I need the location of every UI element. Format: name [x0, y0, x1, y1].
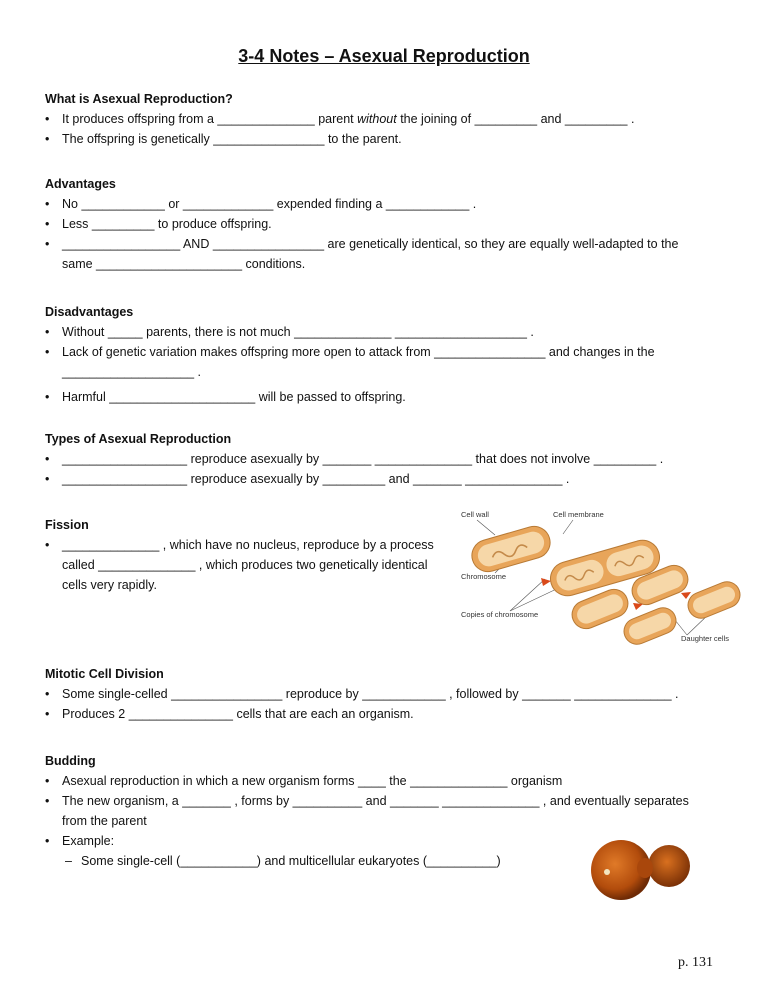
section-heading: Budding — [45, 754, 96, 768]
bullet-text: It produces offspring from a ______________ parent — [62, 112, 358, 126]
label-chromosome: Chromosome — [461, 572, 507, 581]
bullet: • Produces 2 _______________ cells that are each an organism. — [45, 704, 725, 724]
section-types — [45, 429, 725, 489]
bullet: • Some single-celled ________________ reproduce by ____________ , followed by _______ ______________ . — [45, 684, 725, 704]
bullet-emphasis: without — [357, 112, 397, 126]
binary-fission-figure — [455, 507, 745, 667]
page-title: 3-4 Notes – Asexual Reproduction — [238, 46, 530, 66]
bullet: • Lack of genetic variation makes offspring more open to attack from ________________ and changes in the — [45, 342, 725, 362]
bud-yeast-cell — [648, 845, 690, 887]
bullet: • _________________ AND ________________ are genetically identical, so they are equally well-adapted to the — [45, 234, 725, 254]
bullet-continuation: same _____________________ conditions. — [62, 257, 306, 271]
bullet-continuation: called ______________ , which produces two genetically identical — [62, 558, 428, 572]
bullet: • ______________ , which have no nucleus, reproduce by a process — [45, 535, 445, 555]
section-heading: Mitotic Cell Division — [45, 667, 164, 681]
bullet-continuation: cells very rapidly. — [62, 578, 157, 592]
budding-yeast-photo — [585, 832, 705, 904]
section-heading: Fission — [45, 518, 89, 532]
page-number: p. 131 — [678, 955, 713, 970]
bullet-text: the joining of _________ and _________ . — [396, 112, 635, 126]
bullet: • Example: — [45, 831, 725, 851]
section-what — [45, 89, 725, 149]
section-mitotic — [45, 664, 725, 724]
section-heading: Disadvantages — [45, 305, 134, 319]
label-copies-of-chromosome: Copies of chromosome — [461, 610, 539, 619]
label-cell-wall: Cell wall — [461, 510, 489, 519]
bullet: • __________________ reproduce asexually by _______ ______________ that does not involve _________ . — [45, 449, 725, 469]
bullet: • __________________ reproduce asexually by _________ and _______ ______________ . — [45, 469, 725, 489]
section-heading: What is Asexual Reproduction? — [45, 92, 233, 106]
bullet-continuation: ___________________ . — [62, 365, 202, 379]
section-heading: Types of Asexual Reproduction — [45, 432, 232, 446]
label-daughter-cells: Daughter cells — [681, 634, 729, 643]
bullet: • Without _____ parents, there is not much ______________ ___________________ . — [45, 322, 725, 342]
label-cell-membrane: Cell membrane — [553, 510, 604, 519]
bullet: • The new organism, a _______ , forms by __________ and _______ ______________ , and eventually separates — [45, 791, 725, 811]
bullet: • No ____________ or _____________ expended finding a ____________ . — [45, 194, 725, 214]
parent-cell — [468, 523, 554, 576]
bullet: • Asexual reproduction in which a new organism forms ____ the ______________ organism — [45, 771, 725, 791]
section-disadvantages — [45, 302, 725, 407]
bullet: • Less _________ to produce offspring. — [45, 214, 725, 234]
bullet: • Harmful _____________________ will be passed to offspring. — [45, 387, 725, 407]
section-fission — [45, 515, 445, 595]
bullet: • The offspring is genetically ________________ to the parent. — [45, 129, 725, 149]
section-heading: Advantages — [45, 177, 116, 191]
bullet — [45, 109, 725, 129]
section-advantages — [45, 174, 725, 274]
sub-bullet: – Some single-cell (___________) and multicellular eukaryotes (__________) — [45, 851, 725, 871]
bullet-continuation: from the parent — [62, 814, 147, 828]
